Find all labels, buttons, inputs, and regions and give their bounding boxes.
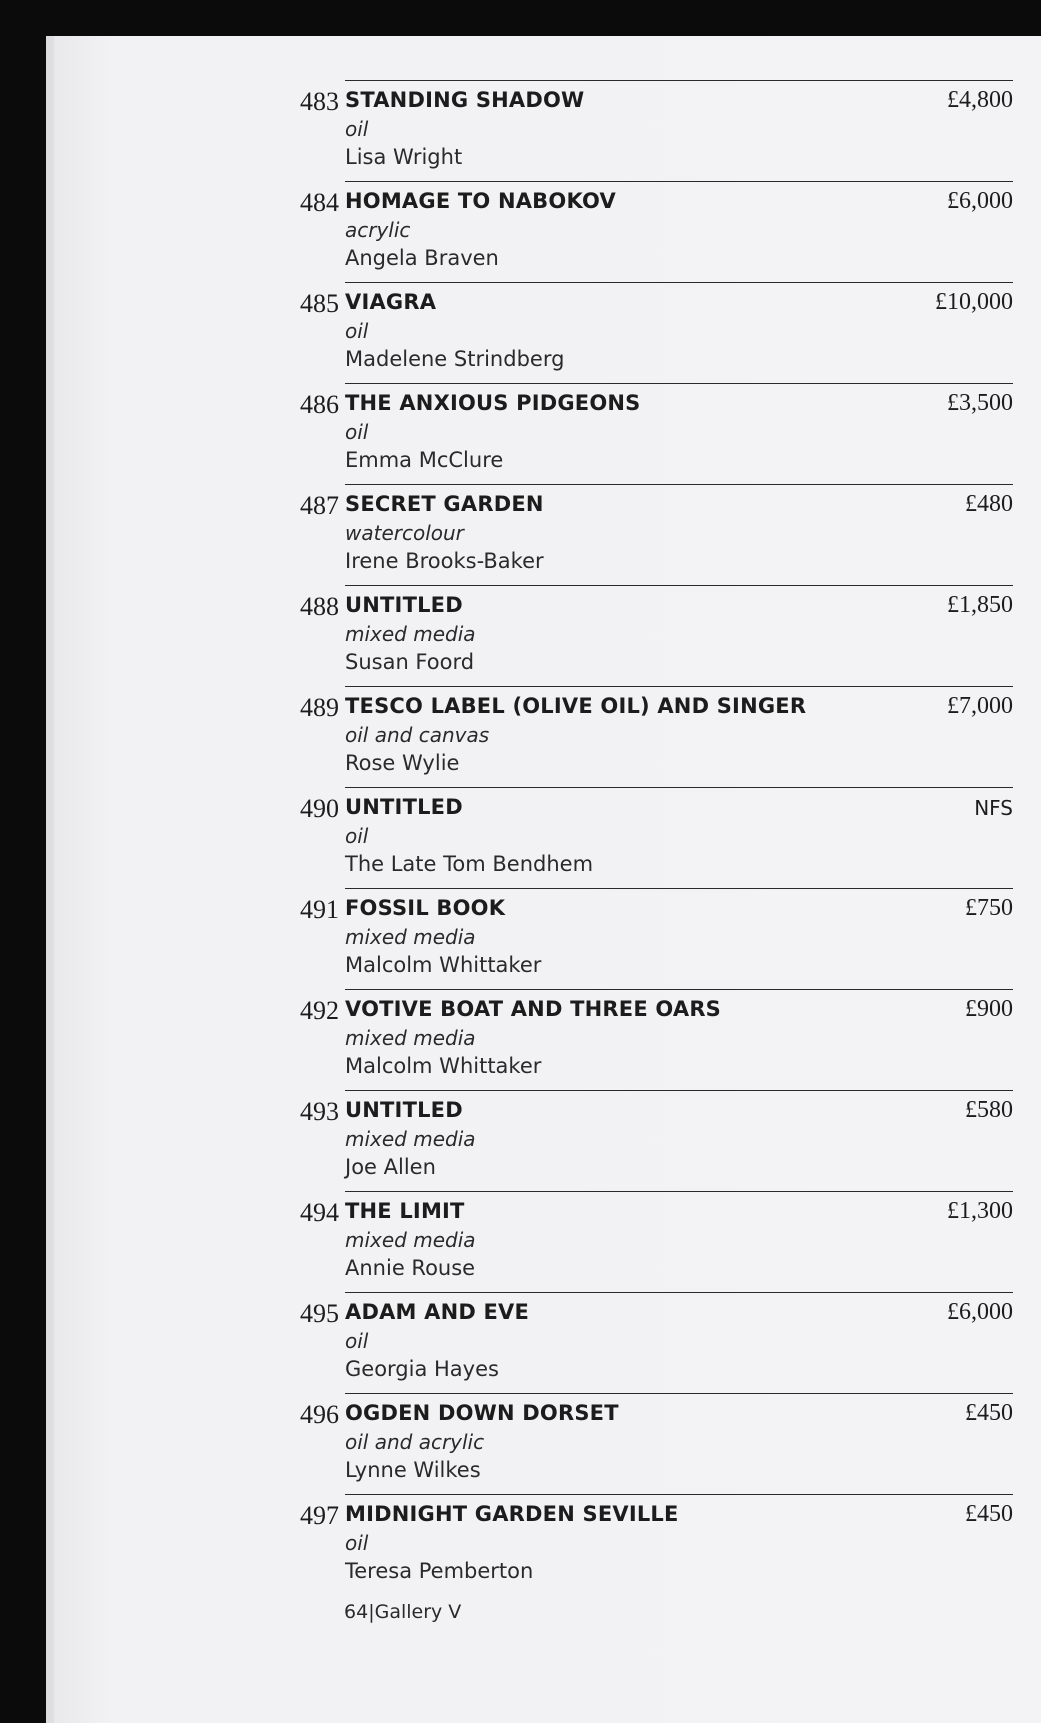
entry-price: £6,000 [947, 188, 1013, 214]
entry-title: THE LIMIT [345, 1199, 465, 1223]
entry-title: MIDNIGHT GARDEN SEVILLE [345, 1502, 679, 1526]
entry-price: £450 [965, 1501, 1013, 1527]
entry-title: UNTITLED [345, 593, 463, 617]
entry-divider [345, 484, 1013, 485]
catalogue-entry [54, 361, 1041, 472]
entry-divider [345, 383, 1013, 384]
entry-number: 488 [300, 592, 339, 621]
entry-divider [345, 1393, 1013, 1394]
catalogue-entry [54, 1169, 1041, 1280]
entry-artist: Malcolm Whittaker [345, 1054, 542, 1078]
entry-divider [345, 585, 1013, 586]
entry-title: STANDING SHADOW [345, 88, 585, 112]
catalogue-entry [54, 1371, 1041, 1482]
entry-artist: Madelene Strindberg [345, 347, 565, 371]
catalogue-entry [54, 1068, 1041, 1179]
entry-number: 495 [300, 1299, 339, 1328]
entry-number: 489 [300, 693, 339, 722]
entry-medium: mixed media [345, 1127, 476, 1151]
page-footer [344, 1601, 461, 1623]
entry-artist: Joe Allen [345, 1155, 436, 1179]
entry-price: £6,000 [947, 1299, 1013, 1325]
entry-price: £7,000 [947, 693, 1013, 719]
entry-divider [345, 1494, 1013, 1495]
entry-title: FOSSIL BOOK [345, 896, 506, 920]
entry-title: THE ANXIOUS PIDGEONS [345, 391, 641, 415]
catalogue-entry [54, 563, 1041, 674]
entry-price: £3,500 [947, 390, 1013, 416]
entry-title: UNTITLED [345, 1098, 463, 1122]
catalogue-entry [54, 765, 1041, 876]
entry-medium: watercolour [345, 521, 464, 545]
entry-title: ADAM AND EVE [345, 1300, 530, 1324]
entry-medium: mixed media [345, 622, 476, 646]
entry-price: £750 [965, 895, 1013, 921]
entry-price: NFS [974, 796, 1013, 820]
catalogue-entry [54, 58, 1041, 169]
entry-artist: Rose Wylie [345, 751, 460, 775]
entry-number: 491 [300, 895, 339, 924]
entry-title: VOTIVE BOAT AND THREE OARS [345, 997, 722, 1021]
entry-title: UNTITLED [345, 795, 463, 819]
catalogue-page [54, 36, 1041, 1723]
page-number: 64 [344, 1601, 369, 1623]
entry-medium: acrylic [345, 218, 411, 242]
entry-artist: Susan Foord [345, 650, 475, 674]
catalogue-entry [54, 1270, 1041, 1381]
entry-medium: mixed media [345, 1026, 476, 1050]
catalogue-entry [54, 462, 1041, 573]
entry-number: 484 [300, 188, 339, 217]
entry-divider [345, 181, 1013, 182]
catalogue-entry [54, 664, 1041, 775]
entry-number: 490 [300, 794, 339, 823]
entry-artist: Malcolm Whittaker [345, 953, 542, 977]
entry-divider [345, 80, 1013, 81]
entry-medium: mixed media [345, 925, 476, 949]
entry-divider [345, 1191, 1013, 1192]
catalogue-entry [54, 260, 1041, 371]
entry-number: 485 [300, 289, 339, 318]
catalogue-entry [54, 159, 1041, 270]
entry-divider [345, 686, 1013, 687]
entry-price: £480 [965, 491, 1013, 517]
entry-price: £4,800 [947, 87, 1013, 113]
entry-medium: oil and acrylic [345, 1430, 485, 1454]
entry-number: 492 [300, 996, 339, 1025]
entry-title: HOMAGE TO NABOKOV [345, 189, 616, 213]
entry-number: 483 [300, 87, 339, 116]
entry-artist: Lynne Wilkes [345, 1458, 481, 1482]
entry-medium: oil and canvas [345, 723, 490, 747]
entry-artist: Emma McClure [345, 448, 504, 472]
entry-price: £900 [965, 996, 1013, 1022]
entry-artist: Lisa Wright [345, 145, 463, 169]
entry-divider [345, 1292, 1013, 1293]
entry-title: OGDEN DOWN DORSET [345, 1401, 619, 1425]
entry-artist: Georgia Hayes [345, 1357, 499, 1381]
entry-medium: oil [345, 824, 369, 848]
entry-medium: oil [345, 1531, 369, 1555]
entry-artist: The Late Tom Bendhem [345, 852, 594, 876]
entry-divider [345, 888, 1013, 889]
entry-artist: Annie Rouse [345, 1256, 476, 1280]
entry-divider [345, 787, 1013, 788]
entry-number: 496 [300, 1400, 339, 1429]
entry-medium: oil [345, 319, 369, 343]
entry-price: £580 [965, 1097, 1013, 1123]
entry-price: £1,850 [947, 592, 1013, 618]
entry-medium: mixed media [345, 1228, 476, 1252]
entry-number: 494 [300, 1198, 339, 1227]
entry-artist: Irene Brooks-Baker [345, 549, 544, 573]
entry-title: SECRET GARDEN [345, 492, 544, 516]
entry-artist: Teresa Pemberton [345, 1559, 534, 1583]
catalogue-entry [54, 866, 1041, 977]
entry-artist: Angela Braven [345, 246, 499, 270]
entry-divider [345, 282, 1013, 283]
entry-title: VIAGRA [345, 290, 437, 314]
entry-divider [345, 989, 1013, 990]
section-name: Gallery V [374, 1601, 462, 1623]
entry-medium: oil [345, 420, 369, 444]
entry-medium: oil [345, 1329, 369, 1353]
entry-medium: oil [345, 117, 369, 141]
entry-divider [345, 1090, 1013, 1091]
footer-separator: | [368, 1601, 375, 1623]
catalogue-entry [54, 1472, 1041, 1583]
entry-number: 487 [300, 491, 339, 520]
catalogue-entry [54, 967, 1041, 1078]
entry-number: 486 [300, 390, 339, 419]
entry-price: £450 [965, 1400, 1013, 1426]
entry-price: £1,300 [947, 1198, 1013, 1224]
entry-title: TESCO LABEL (OLIVE OIL) AND SINGER [345, 694, 807, 718]
entry-number: 497 [300, 1501, 339, 1530]
entry-number: 493 [300, 1097, 339, 1126]
entry-price: £10,000 [935, 289, 1013, 315]
